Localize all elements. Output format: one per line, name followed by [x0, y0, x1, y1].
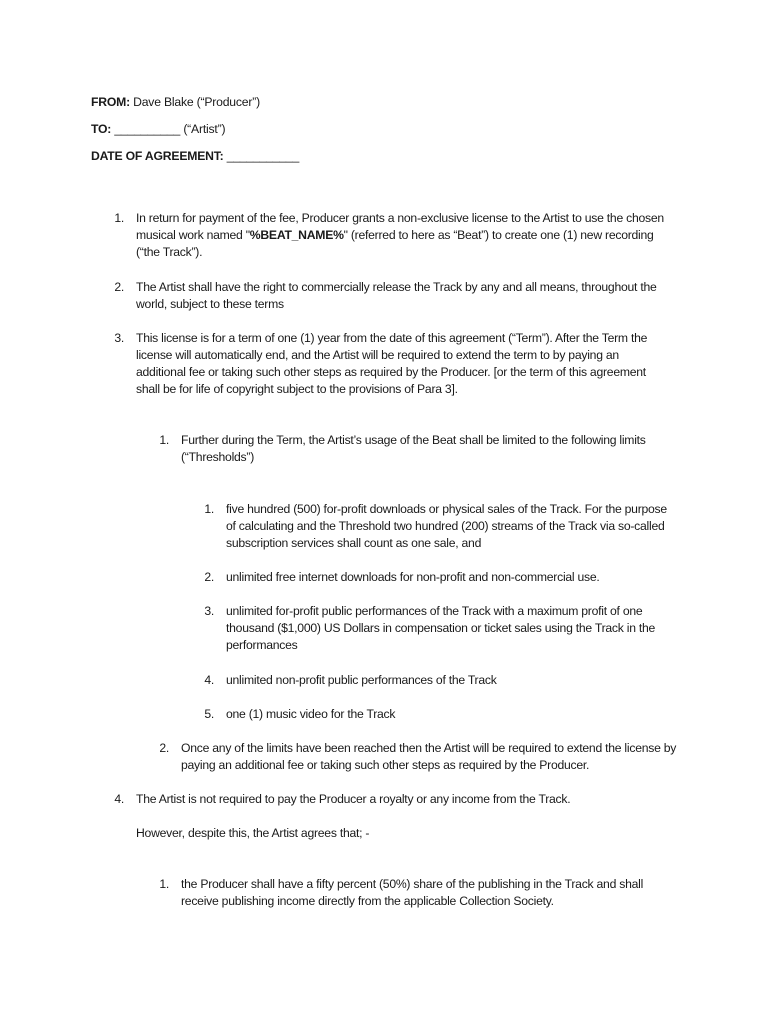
threshold-text: unlimited non-profit public performances of the Track	[226, 673, 497, 687]
clause-number: 1.	[114, 211, 124, 225]
threshold-number: 4.	[204, 673, 214, 687]
from-line	[91, 94, 260, 110]
clause-text: Once any of the limits have been reached then the Artist will be required to extend the license by paying an additional fee or taking such other steps as required by the Producer.	[181, 741, 677, 772]
threshold-text: five hundred (500) for-profit downloads or physical sales of the Track. For the purpose of calculating and the Threshold two hundred (200) streams of the Track via so-called subscription services shall count as one sale, and	[226, 502, 667, 550]
clause-text: The Artist is not required to pay the Producer a royalty or any income from the Track.	[136, 792, 571, 806]
clause-text-part: In return for payment of the fee, Producer grants a non-exclusive license to the Artist to use the chosen musical work named "	[136, 211, 664, 242]
from-value: Dave Blake (“Producer”)	[133, 95, 260, 109]
clause-text: the Producer shall have a fifty percent (50%) share of the publishing in the Track and shall receive publishing income directly from the applicable Collection Society.	[181, 877, 644, 908]
clause-text: Further during the Term, the Artist’s usage of the Beat shall be limited to the following limits (“Thresholds”)	[181, 433, 646, 464]
date-value: ___________	[226, 149, 300, 163]
threshold-text: unlimited free internet downloads for non-profit and non-commercial use.	[226, 570, 600, 584]
clause-4-note: However, despite this, the Artist agrees that; -	[136, 826, 370, 840]
threshold-number: 5.	[204, 707, 214, 721]
to-value: __________ (“Artist”)	[114, 122, 226, 136]
from-label: FROM:	[91, 95, 130, 109]
clause-number: 2.	[159, 741, 169, 755]
clause-text-part: " (referred to here as “Beat”) to create one (1) new recording (“the Track”).	[136, 228, 654, 259]
clause-number: 4.	[114, 792, 124, 806]
clause-number: 1.	[159, 877, 169, 891]
threshold-text: unlimited for-profit public performances of the Track with a maximum profit of one thousand ($1,000) US Dollars in compensation or ticket sales using the Track in the performances	[226, 604, 656, 652]
clause-number: 3.	[114, 331, 124, 345]
threshold-number: 3.	[204, 604, 214, 618]
clause-number: 2.	[114, 280, 124, 294]
to-label: TO:	[91, 122, 112, 136]
date-line	[91, 148, 299, 164]
threshold-number: 1.	[204, 502, 214, 516]
clause-text	[136, 210, 676, 261]
clause-number: 1.	[159, 433, 169, 447]
clause-text: This license is for a term of one (1) year from the date of this agreement (“Term”). After the Term the license will automatically end, and the Artist will be required to extend the term to by paying an additional fee or taking such other steps as required by the Producer. [or the term of this agreement shall be for life of copyright subject to the provisions of Para 3].	[136, 331, 648, 396]
beat-name-placeholder: %BEAT_NAME%	[249, 228, 344, 242]
clause-text: The Artist shall have the right to commercially release the Track by any and all means, throughout the world, subject to these terms	[136, 280, 657, 311]
to-line	[91, 121, 225, 137]
date-label: DATE OF AGREEMENT:	[91, 149, 224, 163]
threshold-text: one (1) music video for the Track	[226, 707, 396, 721]
threshold-number: 2.	[204, 570, 214, 584]
